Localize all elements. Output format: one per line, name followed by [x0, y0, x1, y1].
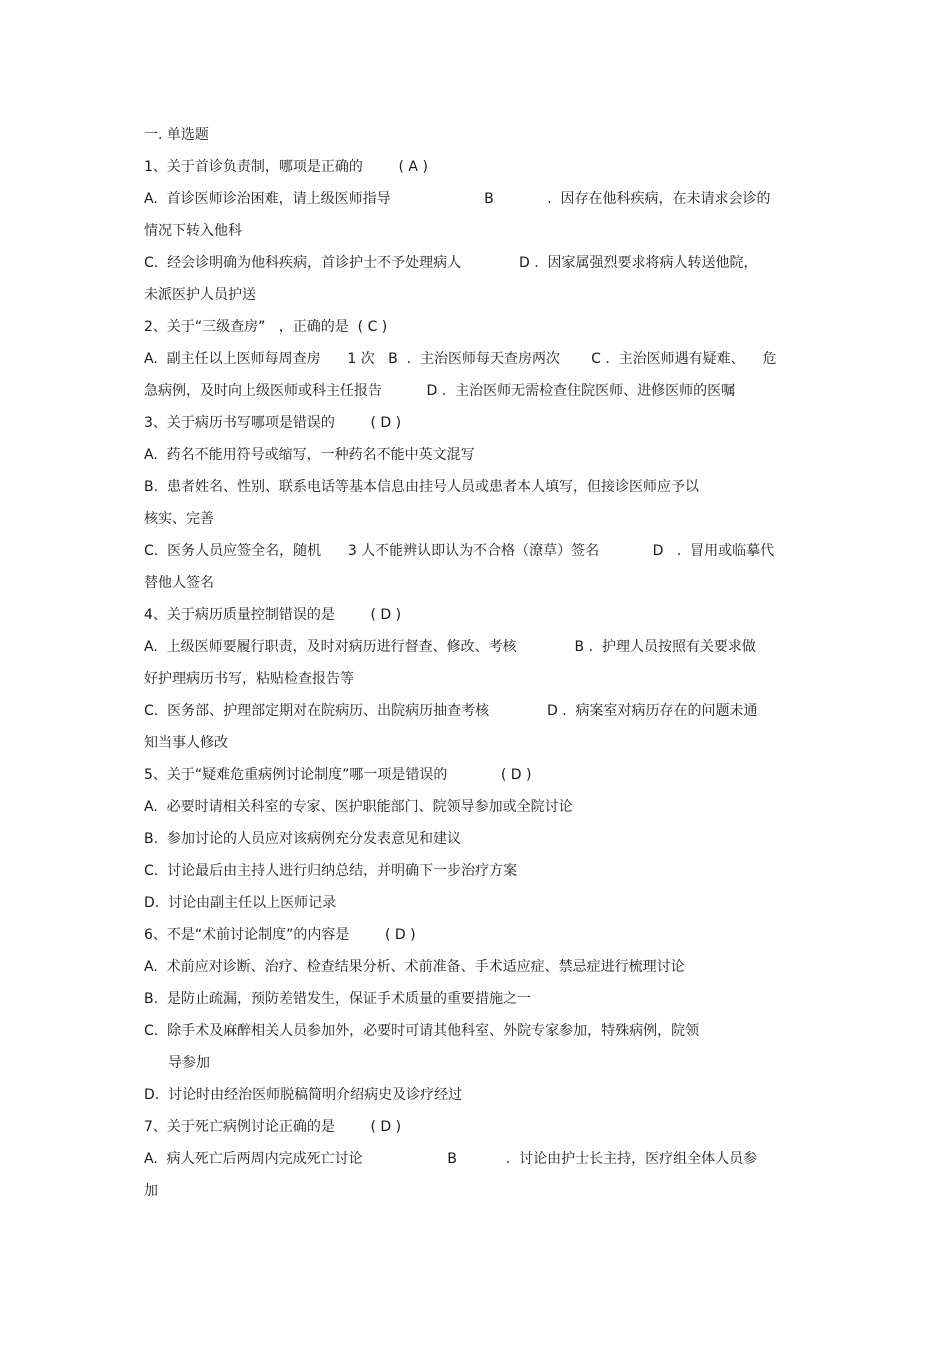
question-5-option-b: B. 参加讨论的人员应对该病例充分发表意见和建议	[144, 831, 461, 847]
question-4-option-b-cont: 好护理病历书写，粘贴检查报告等	[144, 671, 354, 687]
question-1-options-line-4: 未派医护人员护送	[144, 287, 256, 303]
question-5-option-a: A. 必要时请相关科室的专家、医护职能部门、院领导参加或全院讨论	[144, 799, 573, 815]
question-6-option-c: C. 除手术及麻醉相关人员参加外，必要时可请其他科室、外院专家参加，特殊病例，院领	[144, 1023, 700, 1039]
question-5: 5、关于“疑难危重病例讨论制度”哪一项是错误的 ( D )	[144, 767, 532, 783]
question-4-option-c-d: C. 医务部、护理部定期对在院病历、出院病历抽查考核 D . 病案室对病历存在的问题未通	[144, 703, 758, 719]
question-3-option-a: A. 药名不能用符号或缩写，一种药名不能中英文混写	[144, 447, 475, 463]
question-6: 6、不是“术前讨论制度”的内容是 ( D )	[144, 927, 416, 943]
question-6-option-b: B. 是防止疏漏，预防差错发生，保证手术质量的重要措施之一	[144, 991, 531, 1007]
section-title: 一. 单选题	[144, 127, 209, 143]
question-7: 7、关于死亡病例讨论正确的是 ( D )	[144, 1119, 402, 1135]
question-5-option-c: C. 讨论最后由主持人进行归纳总结，并明确下一步治疗方案	[144, 863, 518, 879]
question-2-options-line-1: A. 副主任以上医师每周查房 1 次 B . 主治医师每天查房两次 C . 主治医师遇有疑难、 危	[144, 351, 777, 367]
question-3-option-c-d: C. 医务人员应签全名，随机 3 人不能辨认即认为不合格（潦草）签名 D . 冒用或临摹代	[144, 543, 775, 559]
question-1: 1、关于首诊负责制，哪项是正确的 ( A )	[144, 159, 428, 175]
question-7-option-a-b: A. 病人死亡后两周内完成死亡讨论 B . 讨论由护士长主持，医疗组全体人员参	[144, 1151, 758, 1167]
question-6-option-d: D. 讨论时由经治医师脱稿简明介绍病史及诊疗经过	[144, 1087, 463, 1103]
question-1-options-line-2: 情况下转入他科	[144, 223, 242, 239]
question-6-option-c-cont: 导参加	[168, 1055, 210, 1071]
question-7-option-b-cont: 加	[144, 1183, 158, 1199]
question-3: 3、关于病历书写哪项是错误的 ( D )	[144, 415, 402, 431]
question-1-options-line-3: C. 经会诊明确为他科疾病，首诊护士不予处理病人 D . 因家属强烈要求将病人转送他院，	[144, 255, 758, 271]
question-4-option-a-b: A. 上级医师要履行职责，及时对病历进行督查、修改、考核 B . 护理人员按照有关要求做	[144, 639, 756, 655]
question-1-options-line-1: A. 首诊医师诊治困难，请上级医师指导 B . 因存在他科疾病，在未请求会诊的	[144, 191, 771, 207]
question-3-option-b: B. 患者姓名、性别、联系电话等基本信息由挂号人员或患者本人填写，但接诊医师应予以	[144, 479, 699, 495]
question-3-option-b-cont: 核实、完善	[144, 511, 214, 527]
question-4-option-d-cont: 知当事人修改	[144, 735, 228, 751]
question-2-options-line-2: 急病例，及时向上级医师或科主任报告 D . 主治医师无需检查住院医师、进修医师的医嘱	[144, 383, 736, 399]
question-5-option-d: D. 讨论由副主任以上医师记录	[144, 895, 337, 911]
question-4: 4、关于病历质量控制错误的是 ( D )	[144, 607, 402, 623]
question-6-option-a: A. 术前应对诊断、治疗、检查结果分析、术前准备、手术适应症、禁忌症进行梳理讨论	[144, 959, 685, 975]
question-2: 2、关于“三级查房” ，正确的是 ( C )	[144, 319, 388, 335]
question-3-option-d-cont: 替他人签名	[144, 575, 214, 591]
